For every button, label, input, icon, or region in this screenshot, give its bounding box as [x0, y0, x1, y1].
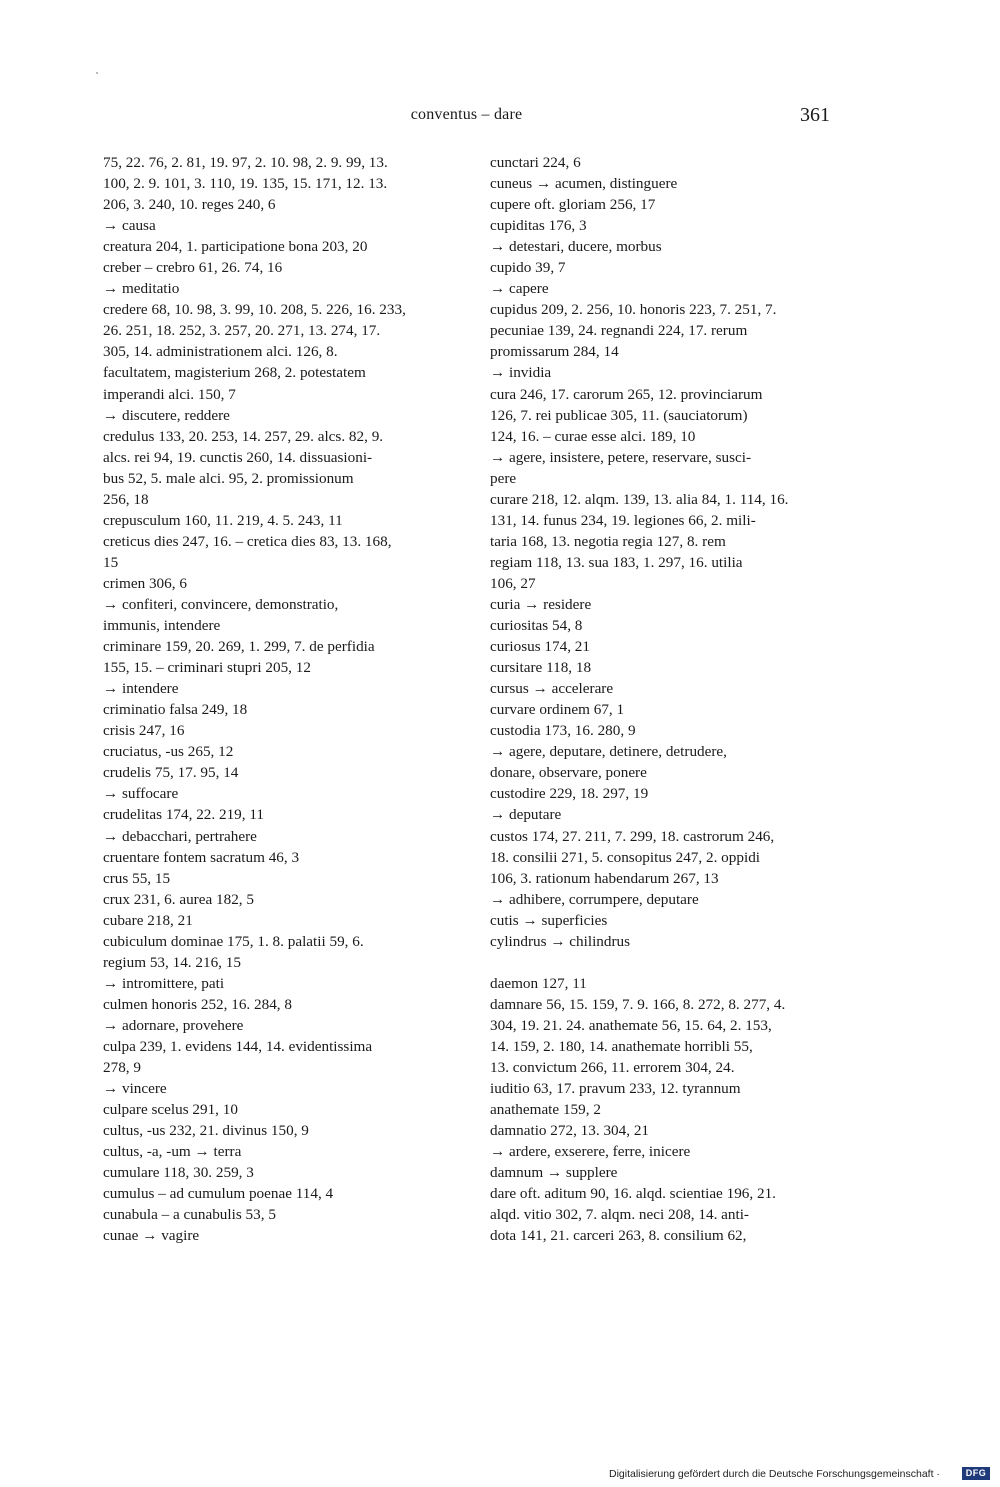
index-line: facultatem, magisterium 268, 2. potestatem — [103, 364, 366, 382]
index-line: pecuniae 139, 24. regnandi 224, 17. rerum — [490, 322, 748, 340]
index-line: 14. 159, 2. 180, 14. anathemate horribli 55, — [490, 1037, 753, 1055]
index-line: crudelitas 174, 22. 219, 11 — [103, 806, 264, 824]
index-line: cunabula – a cunabulis 53, 5 — [103, 1206, 276, 1224]
running-head — [103, 106, 830, 130]
index-line: curiositas 54, 8 — [490, 617, 583, 635]
index-line: 15 — [103, 553, 119, 571]
index-line: cruciatus, -us 265, 12 — [103, 743, 234, 761]
index-line: → invidia — [490, 364, 552, 382]
index-line: crus 55, 15 — [103, 869, 171, 887]
index-line: 124, 16. – curae esse alci. 189, 10 — [490, 427, 696, 445]
index-line: → intromittere, pati — [103, 974, 225, 992]
index-line: custodia 173, 16. 280, 9 — [490, 722, 636, 740]
funding-notice: Digitalisierung gefördert durch die Deutsche Forschungsgemeinschaft · — [609, 1468, 940, 1480]
index-line: alqd. vitio 302, 7. alqm. neci 208, 14. anti- — [490, 1206, 749, 1224]
index-line: cultus, -us 232, 21. divinus 150, 9 — [103, 1122, 309, 1140]
index-line: 155, 15. – criminari stupri 205, 12 — [103, 659, 311, 677]
index-line: creatura 204, 1. participatione bona 203, 20 — [103, 238, 368, 256]
scan-speck — [96, 72, 98, 74]
index-line: cupidus 209, 2. 256, 10. honoris 223, 7. 251, 7. — [490, 301, 777, 319]
index-line: creticus dies 247, 16. – cretica dies 83, 13. 168, — [103, 532, 392, 550]
index-line: cunae → vagire — [103, 1227, 200, 1245]
index-column-left — [103, 152, 441, 1246]
index-line: culpa 239, 1. evidens 144, 14. evidentissima — [103, 1037, 373, 1055]
index-line: immunis, intendere — [103, 617, 221, 635]
index-line: curvare ordinem 67, 1 — [490, 701, 625, 719]
index-line: 26. 251, 18. 252, 3. 257, 20. 271, 13. 274, 17. — [103, 322, 381, 340]
index-line: cuneus → acumen, distinguere — [490, 175, 678, 193]
index-line: curiosus 174, 21 — [490, 638, 590, 656]
index-line: → capere — [490, 280, 549, 298]
index-line: anathemate 159, 2 — [490, 1101, 601, 1119]
index-line: damnare 56, 15. 159, 7. 9. 166, 8. 272, 8. 277, 4. — [490, 995, 786, 1013]
index-line: dota 141, 21. carceri 263, 8. consilium 62, — [490, 1227, 747, 1245]
index-line: promissarum 284, 14 — [490, 343, 619, 361]
index-line: → causa — [103, 217, 156, 235]
index-line: taria 168, 13. negotia regia 127, 8. rem — [490, 532, 726, 550]
index-line: culmen honoris 252, 16. 284, 8 — [103, 995, 292, 1013]
index-line: → discutere, reddere — [103, 406, 230, 424]
index-line: iuditio 63, 17. pravum 233, 12. tyrannum — [490, 1080, 741, 1098]
index-line: cumulus – ad cumulum poenae 114, 4 — [103, 1185, 334, 1203]
index-line: crux 231, 6. aurea 182, 5 — [103, 890, 254, 908]
index-line: cutis → superficies — [490, 911, 608, 929]
index-line: culpare scelus 291, 10 — [103, 1101, 238, 1119]
index-line: cunctari 224, 6 — [490, 154, 581, 171]
index-line: → adornare, provehere — [103, 1016, 244, 1034]
index-line: 106, 3. rationum habendarum 267, 13 — [490, 869, 719, 887]
index-line: 75, 22. 76, 2. 81, 19. 97, 2. 10. 98, 2. 9. 99, 13. — [103, 154, 388, 171]
index-line: 100, 2. 9. 101, 3. 110, 19. 135, 15. 171, 12. 13. — [103, 175, 388, 193]
index-line: → agere, deputare, detinere, detrudere, — [490, 743, 727, 761]
index-line: cupiditas 176, 3 — [490, 217, 587, 235]
index-line: credere 68, 10. 98, 3. 99, 10. 208, 5. 226, 16. 233, — [103, 301, 406, 319]
index-line: 126, 7. rei publicae 305, 11. (sauciatorum) — [490, 406, 748, 424]
index-line: 206, 3. 240, 10. reges 240, 6 — [103, 196, 276, 214]
index-line: cultus, -a, -um → terra — [103, 1143, 242, 1161]
index-line: creber – crebro 61, 26. 74, 16 — [103, 259, 283, 277]
index-line: 106, 27 — [490, 574, 536, 592]
index-line: → confiteri, convincere, demonstratio, — [103, 595, 339, 613]
index-line: → adhibere, corrumpere, deputare — [490, 890, 699, 908]
index-line: crudelis 75, 17. 95, 14 — [103, 764, 239, 782]
index-line: custodire 229, 18. 297, 19 — [490, 785, 649, 803]
index-line: cylindrus → chilindrus — [490, 932, 631, 950]
index-line: → intendere — [103, 680, 179, 698]
index-line: damnatio 272, 13. 304, 21 — [490, 1122, 650, 1140]
index-line: → debacchari, pertrahere — [103, 827, 257, 845]
index-line: cursitare 118, 18 — [490, 659, 592, 677]
index-line: credulus 133, 20. 253, 14. 257, 29. alcs. 82, 9. — [103, 427, 384, 445]
index-line: cura 246, 17. carorum 265, 12. provinciarum — [490, 385, 763, 403]
index-line: 18. consilii 271, 5. consopitus 247, 2. oppidi — [490, 848, 761, 866]
index-line: → deputare — [490, 806, 562, 824]
index-line: → ardere, exserere, ferre, inicere — [490, 1143, 691, 1161]
index-line: cursus → accelerare — [490, 680, 614, 698]
index-line: → agere, insistere, petere, reservare, susci- — [490, 448, 752, 466]
index-line: crepusculum 160, 11. 219, 4. 5. 243, 11 — [103, 511, 343, 529]
index-line: 13. convictum 266, 11. errorem 304, 24. — [490, 1059, 735, 1077]
index-line: bus 52, 5. male alci. 95, 2. promissionum — [103, 469, 354, 487]
index-line: cumulare 118, 30. 259, 3 — [103, 1164, 254, 1182]
index-line: alcs. rei 94, 19. cunctis 260, 14. dissuasioni- — [103, 448, 373, 466]
section-gap — [490, 952, 830, 973]
index-line: cupido 39, 7 — [490, 259, 566, 277]
index-line: 256, 18 — [103, 490, 149, 508]
index-line: donare, observare, ponere — [490, 764, 647, 782]
index-line: → suffocare — [103, 785, 179, 803]
index-line: regium 53, 14. 216, 15 — [103, 953, 241, 971]
index-line: pere — [490, 469, 517, 487]
index-line: cubiculum dominae 175, 1. 8. palatii 59, 6. — [103, 932, 364, 950]
index-line: crimen 306, 6 — [103, 574, 187, 592]
index-line: dare oft. aditum 90, 16. alqd. scientiae 196, 21. — [490, 1185, 776, 1203]
index-line: → vincere — [103, 1080, 167, 1098]
index-line: 278, 9 — [103, 1059, 141, 1077]
index-line: damnum → supplere — [490, 1164, 618, 1182]
index-line: 304, 19. 21. 24. anathemate 56, 15. 64, 2. 153, — [490, 1016, 772, 1034]
index-line: crisis 247, 16 — [103, 722, 185, 740]
index-line: 131, 14. funus 234, 19. legiones 66, 2. mili- — [490, 511, 756, 529]
dfg-logo: DFG — [962, 1467, 990, 1480]
index-line: criminatio falsa 249, 18 — [103, 701, 248, 719]
index-line: regiam 118, 13. sua 183, 1. 297, 16. utilia — [490, 553, 743, 571]
index-line: curia → residere — [490, 595, 592, 613]
index-line: custos 174, 27. 211, 7. 299, 18. castrorum 246, — [490, 827, 775, 845]
index-line: 305, 14. administrationem alci. 126, 8. — [103, 343, 338, 361]
index-line: cubare 218, 21 — [103, 911, 193, 929]
index-line: cupere oft. gloriam 256, 17 — [490, 196, 656, 214]
index-line: imperandi alci. 150, 7 — [103, 385, 236, 403]
index-line: curare 218, 12. alqm. 139, 13. alia 84, 1. 114, 16. — [490, 490, 789, 508]
index-line: → meditatio — [103, 280, 180, 298]
page-title: conventus – dare — [410, 106, 523, 123]
index-line: criminare 159, 20. 269, 1. 299, 7. de perfidia — [103, 638, 375, 656]
index-line: cruentare fontem sacratum 46, 3 — [103, 848, 300, 866]
index-column-right — [490, 152, 830, 1246]
index-line: daemon 127, 11 — [490, 974, 587, 992]
index-line: → detestari, ducere, morbus — [490, 238, 662, 256]
page-number: 361 — [800, 104, 830, 126]
